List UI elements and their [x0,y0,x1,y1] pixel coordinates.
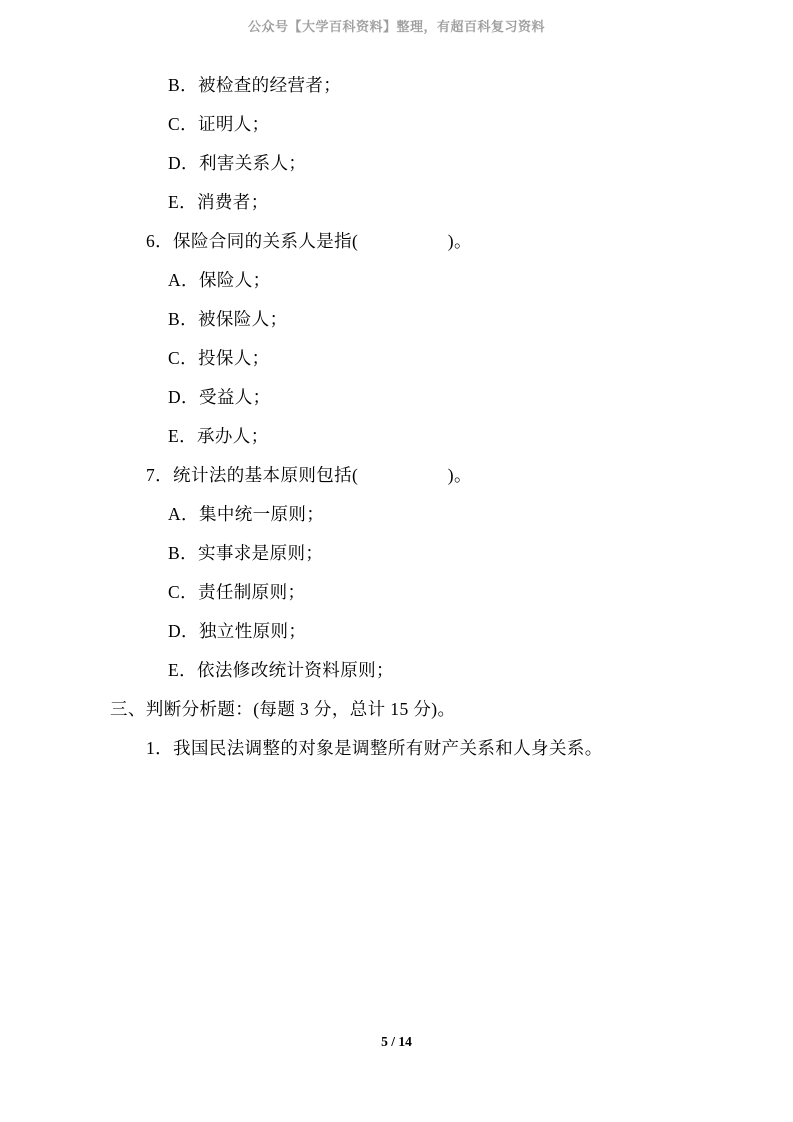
question-line: 7．统计法的基本原则包括( )。 [146,465,472,485]
option-line: E．消费者； [168,192,269,212]
option-line: B．被保险人； [168,309,288,329]
document-body [110,66,710,768]
option-line: D．独立性原则； [168,621,307,641]
option-line: A．保险人； [168,270,271,290]
question-line: 6．保险合同的关系人是指( )。 [146,231,472,251]
option-line: B．被检查的经营者； [168,75,342,95]
page-number: 5 / 14 [381,1034,412,1049]
option-line: E．依法修改统计资料原则； [168,660,394,680]
option-line: D．利害关系人； [168,153,307,173]
option-line: A．集中统一原则； [168,504,325,524]
option-line: C．责任制原则； [168,582,306,602]
section-heading: 三、判断分析题：(每题 3 分，总计 15 分)。 [110,699,456,719]
option-line: E．承办人； [168,426,269,446]
option-line: C．投保人； [168,348,270,368]
option-line: C．证明人； [168,114,270,134]
option-line: B．实事求是原则； [168,543,324,563]
watermark-text: 公众号【大学百科资料】整理，有超百科复习资料 [247,19,545,34]
option-line: D．受益人； [168,387,271,407]
question-line: 1．我国民法调整的对象是调整所有财产关系和人身关系。 [146,738,603,758]
